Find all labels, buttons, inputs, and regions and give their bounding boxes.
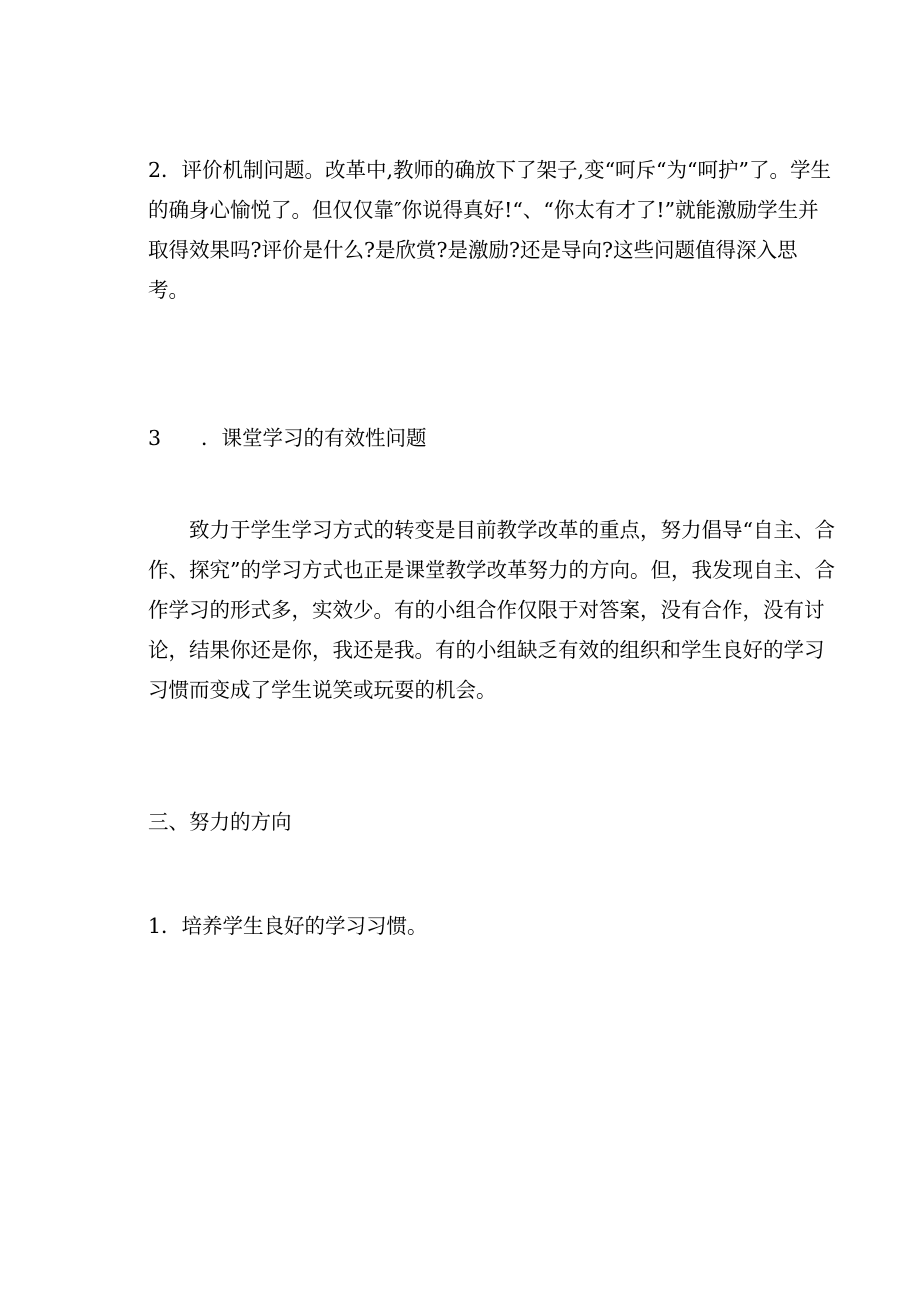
heading-number: 3 [148, 426, 162, 450]
heading-text: ．课堂学习的有效性问题 [201, 426, 427, 450]
paragraph-evaluation-mechanism: 2．评价机制问题。改革中,教师的确放下了架子,变“呵斥“为“呵护”了。学生的确身心愉悦了。但仅仅靠″你说得真好!“、“你太有才了!”就能激励学生并取得效果吗?评价是什么?是欣赏?是激励?还是导向?这些问题值得深入思考。 [148, 158, 831, 302]
section-heading-direction: 三、努力的方向 [148, 810, 292, 834]
paragraph-learning-methods: 致力于学生学习方式的转变是目前教学改革的重点，努力倡导“自主、合作、探究”的学习方式也正是课堂教学改革努力的方向。但，我发现自主、合作学习的形式多，实效少。有的小组合作仅限于对答案，没有合作，没有讨论，结果你还是你，我还是我。有的小组缺乏有效的组织和学生良好的学习习惯而变成了学生说笑或玩耍的机会。 [148, 518, 835, 702]
heading-classroom-effectiveness [148, 418, 838, 458]
list-item-habits: 1．培养学生良好的学习习惯。 [148, 914, 428, 938]
